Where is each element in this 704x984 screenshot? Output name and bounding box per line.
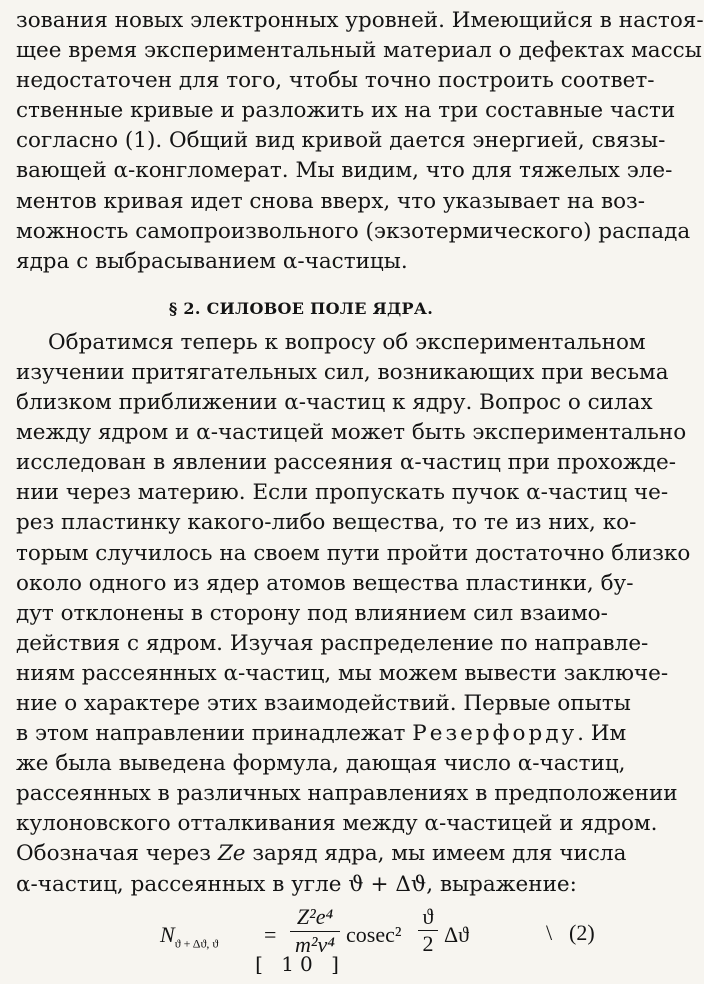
margin-mark: \ xyxy=(546,919,553,945)
text-line: между ядром и α-частицей может быть экспериментально xyxy=(16,420,687,446)
text-line: можность самопроизвольного (экзотермического) распада xyxy=(16,218,691,244)
page-number: [ 10 ] xyxy=(255,952,345,976)
equation-number: (2) xyxy=(569,919,595,945)
text-fragment: в этом направлении принадлежат xyxy=(16,721,413,747)
page-content xyxy=(16,6,704,974)
text-line: недостаточен для того, чтобы точно построить соответ- xyxy=(16,68,655,94)
formula-n: N xyxy=(160,921,175,947)
intro-paragraph xyxy=(16,6,704,277)
text-line: вающей α-конгломерат. Мы видим, что для тяжелых эле- xyxy=(16,158,673,184)
text-line: согласно (1). Общий вид кривой дается энергией, связы- xyxy=(16,128,666,154)
body-paragraph xyxy=(16,328,691,900)
formula-equals: = xyxy=(264,921,277,947)
text-line: около одного из ядер атомов вещества пластинки, бу- xyxy=(16,570,634,596)
formula-subscript: ϑ + Δϑ, ϑ xyxy=(174,936,219,951)
text-line: ядра с выбрасыванием α-частицы. xyxy=(16,248,408,274)
text-line: же была выведена формула, дающая число α-частиц, xyxy=(16,751,626,777)
text-line: исследован в явлении рассеяния α-частиц при прохожде- xyxy=(16,450,676,476)
text-line: α-частиц, рассеянных в угле ϑ + Δϑ, выражение: xyxy=(16,871,577,897)
text-line: Обратимся теперь к вопросу об экспериментальном xyxy=(48,329,646,355)
text-line: дут отклонены в сторону под влиянием сил взаимо- xyxy=(16,600,608,626)
text-line: ние о характере этих взаимодействий. Первые опыты xyxy=(16,690,631,716)
text-line: ментов кривая идет снова вверх, что указывает на воз- xyxy=(16,188,646,214)
text-line: щее время экспериментальный материал о дефектах массы xyxy=(16,38,702,64)
formula-fraction-2 xyxy=(418,904,438,957)
fraction-1-denominator: m²v⁴ xyxy=(295,931,335,957)
text-line: ственные кривые и разложить их на три составные части xyxy=(16,98,676,124)
text-line: нии через материю. Если пропускать пучок α-частиц че- xyxy=(16,480,669,506)
rutherford-name: Резерфорду xyxy=(412,721,578,747)
text-fragment: . Им xyxy=(577,721,627,747)
text-line: ниям рассеянных α-частиц, мы можем вывести заключе- xyxy=(16,660,669,686)
text-line: кулоновского отталкивания между α-частицей и ядром. xyxy=(16,811,658,837)
text-fragment: Обозначая через xyxy=(16,841,218,867)
text-line: торым случилось на своем пути пройти достаточно близко xyxy=(16,540,691,566)
formula-lhs xyxy=(160,922,218,951)
formula-fraction-1 xyxy=(290,904,340,958)
text-line: действия с ядром. Изучая распределение по направле- xyxy=(16,630,649,656)
text-line: изучении притягательных сил, возникающих при весьма xyxy=(16,359,669,385)
section-heading: § 2. СИЛОВОЕ ПОЛЕ ЯДРА. xyxy=(168,298,434,318)
formula-delta-theta: Δϑ xyxy=(444,921,470,947)
ze-symbol: Ze xyxy=(217,841,246,867)
text-line-rutherford xyxy=(16,719,627,749)
text-line: рез пластинку какого-либо вещества, то те из них, ко- xyxy=(16,510,637,536)
fraction-2-numerator: ϑ xyxy=(418,904,438,931)
fraction-2-denominator: 2 xyxy=(422,930,434,956)
text-line-ze xyxy=(16,839,627,869)
text-line: зования новых электронных уровней. Имеющийся в настоя- xyxy=(16,8,704,33)
text-fragment: заряд ядра, мы имеем для числа xyxy=(245,841,627,867)
text-line: рассеянных в различных направлениях в предположении xyxy=(16,781,678,807)
formula-cosec: cosec² xyxy=(346,921,402,947)
fraction-1-numerator: Z²e⁴ xyxy=(290,904,340,932)
text-line: близком приближении α-частиц к ядру. Вопрос о силах xyxy=(16,390,653,416)
